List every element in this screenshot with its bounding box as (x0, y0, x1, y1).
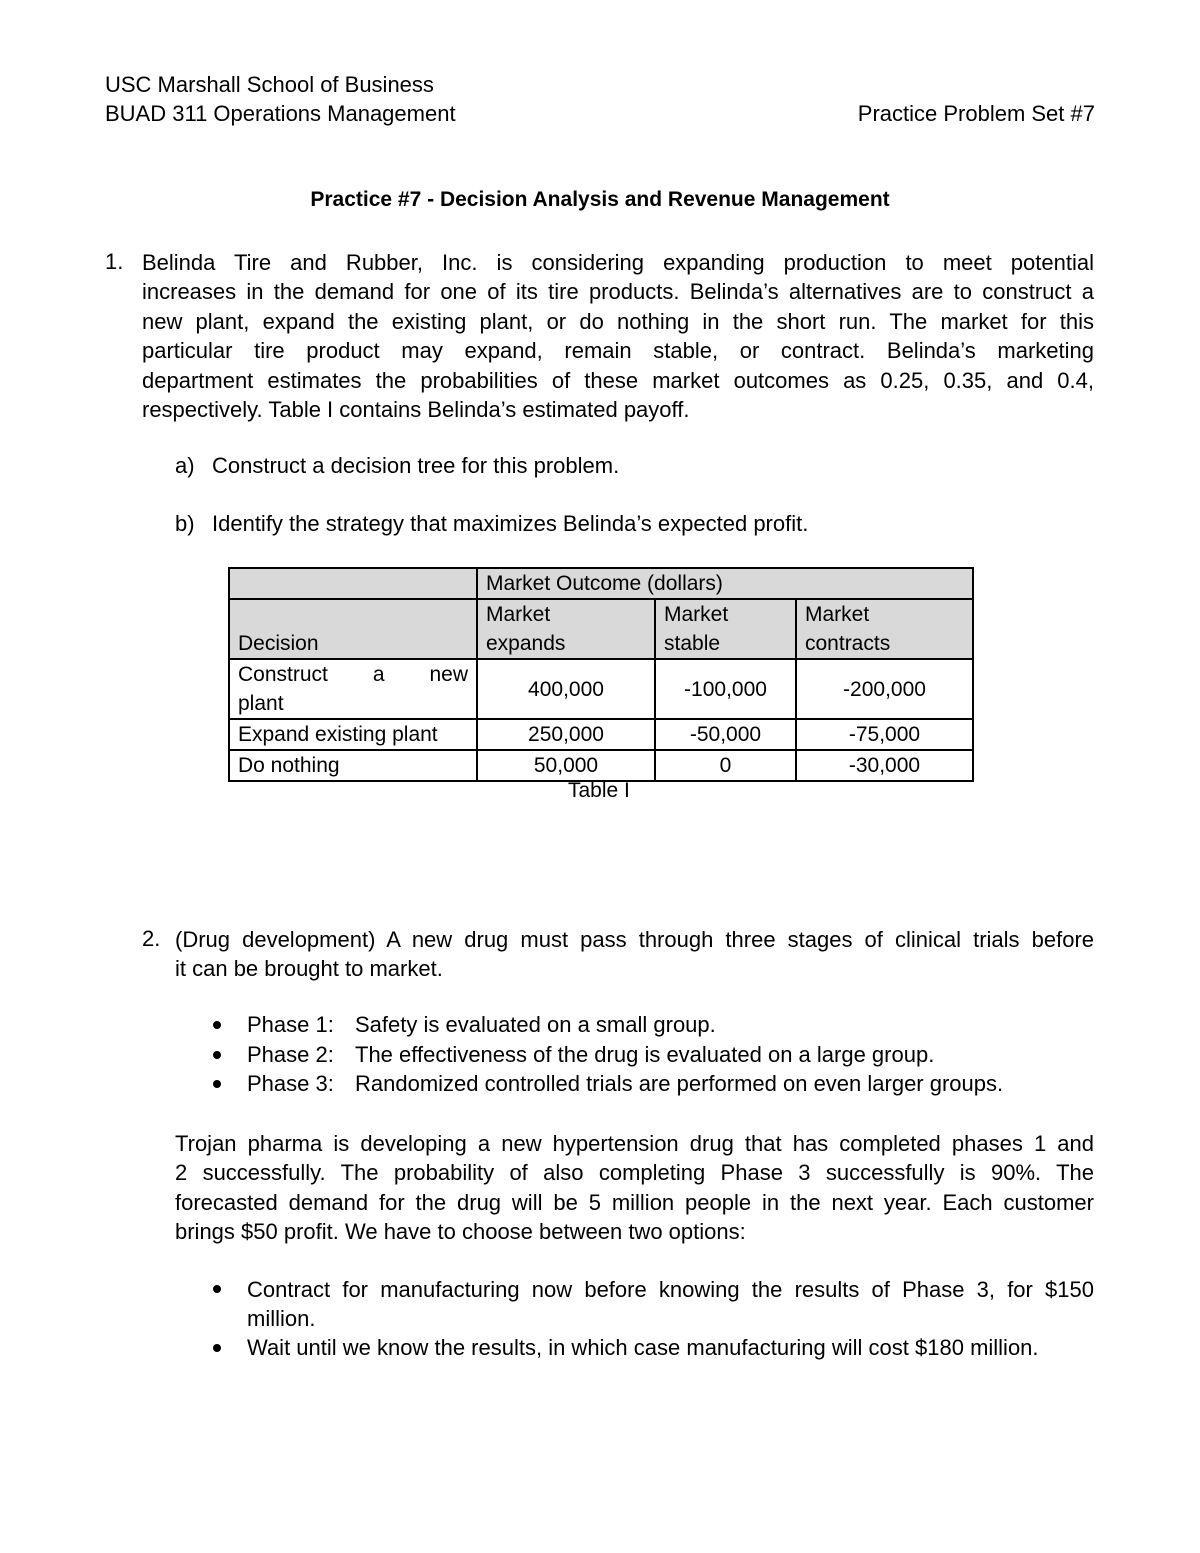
problem-2-intro (175, 925, 1094, 984)
problem-2-body-line: Trojan pharma is developing a new hypertension drug that has completed phases 1 and (175, 1131, 1094, 1156)
value-cell: -30,000 (796, 750, 973, 781)
problem-2-body-line: forecasted demand for the drug will be 5 million people in the next year. Each customer (175, 1189, 1094, 1215)
problem-2-body-line: 2 successfully. The probability of also completing Phase 3 successfully is 90%. The (175, 1160, 1094, 1186)
phase-text: Safety is evaluated on a small group. (355, 1012, 716, 1037)
payoff-table (228, 567, 974, 782)
table-header-row (229, 599, 973, 659)
problem-1-line: new plant, expand the existing plant, or do nothing in the short run. The market for this (142, 308, 1094, 334)
decision-cell-line: Construct a new (238, 663, 468, 686)
column-header-line: contracts (805, 632, 891, 655)
table-row (229, 719, 973, 750)
value-cell: -100,000 (655, 659, 796, 719)
problem-2-body-line: brings $50 profit. We have to choose between two options: (175, 1219, 746, 1245)
phase-label: Phase 3: (247, 1071, 334, 1096)
bullet-icon (213, 1080, 221, 1088)
table-row (229, 750, 973, 781)
problem-2-number: 2. (142, 926, 161, 951)
part-b-label: b) (175, 511, 195, 536)
value-cell: 400,000 (477, 659, 655, 719)
column-header (477, 599, 655, 659)
problem-1-number: 1. (105, 249, 124, 274)
option-text (247, 1275, 1094, 1334)
problem-1-line: increases in the demand for one of its tire products. Belinda’s alternatives are to construct a (142, 279, 1094, 305)
column-header (655, 599, 796, 659)
part-a-text: Construct a decision tree for this problem. (212, 453, 620, 478)
table-row (229, 659, 973, 719)
value-cell: -200,000 (796, 659, 973, 719)
value-cell: 250,000 (477, 719, 655, 750)
part-b-text: Identify the strategy that maximizes Belinda’s expected profit. (212, 511, 809, 536)
problem-1-line: Belinda Tire and Rubber, Inc. is considering expanding production to meet potential (142, 250, 1094, 275)
column-header-line: stable (664, 632, 721, 655)
problem-1-line: department estimates the probabilities of these market outcomes as 0.25, 0.35, and 0.4, (142, 367, 1094, 393)
decision-cell: Expand existing plant (229, 719, 477, 750)
value-cell: 50,000 (477, 750, 655, 781)
phase-text: Randomized controlled trials are performed on even larger groups. (355, 1071, 1004, 1096)
problem-1-line: particular tire product may expand, remain stable, or contract. Belinda’s marketing (142, 338, 1094, 364)
decision-cell-line: plant (238, 692, 284, 715)
problem-set-label: Practice Problem Set #7 (857, 101, 1095, 126)
option-line: Contract for manufacturing now before knowing the results of Phase 3, for $150 (247, 1277, 1094, 1302)
bullet-icon (213, 1021, 221, 1029)
problem-1-text (142, 248, 1094, 424)
market-outcome-header: Market Outcome (dollars) (477, 568, 973, 599)
problem-2-intro-line: it can be brought to market. (175, 956, 443, 982)
table-header-row (229, 568, 973, 599)
bullet-icon (213, 1285, 221, 1293)
column-header (796, 599, 973, 659)
phase-text: The effectiveness of the drug is evaluated on a large group. (355, 1042, 935, 1067)
option-line: million. (247, 1306, 316, 1332)
value-cell: -75,000 (796, 719, 973, 750)
course-name: BUAD 311 Operations Management (105, 101, 456, 126)
school-name: USC Marshall School of Business (105, 72, 434, 97)
decision-cell (229, 659, 477, 719)
phase-label: Phase 2: (247, 1042, 334, 1067)
bullet-icon (213, 1051, 221, 1059)
bullet-icon (213, 1344, 221, 1352)
phase-label: Phase 1: (247, 1012, 334, 1037)
problem-2-body (175, 1129, 1094, 1247)
table-caption: Table I (568, 779, 630, 802)
problem-1-line: respectively. Table I contains Belinda’s estimated payoff. (142, 396, 690, 422)
option-text: Wait until we know the results, in which case manufacturing will cost $180 million. (247, 1335, 1039, 1360)
page-title: Practice #7 - Decision Analysis and Revenue Management (310, 188, 890, 211)
value-cell: 0 (655, 750, 796, 781)
decision-header: Decision (229, 599, 477, 659)
column-header-line: Market (664, 603, 729, 626)
table-corner-cell (229, 568, 477, 599)
problem-2-intro-line: (Drug development) A new drug must pass through three stages of clinical trials before (175, 927, 1094, 952)
column-header-line: expands (486, 632, 566, 655)
decision-cell: Do nothing (229, 750, 477, 781)
column-header-line: Market (805, 603, 870, 626)
column-header-line: Market (486, 603, 551, 626)
part-a-label: a) (175, 453, 195, 478)
value-cell: -50,000 (655, 719, 796, 750)
